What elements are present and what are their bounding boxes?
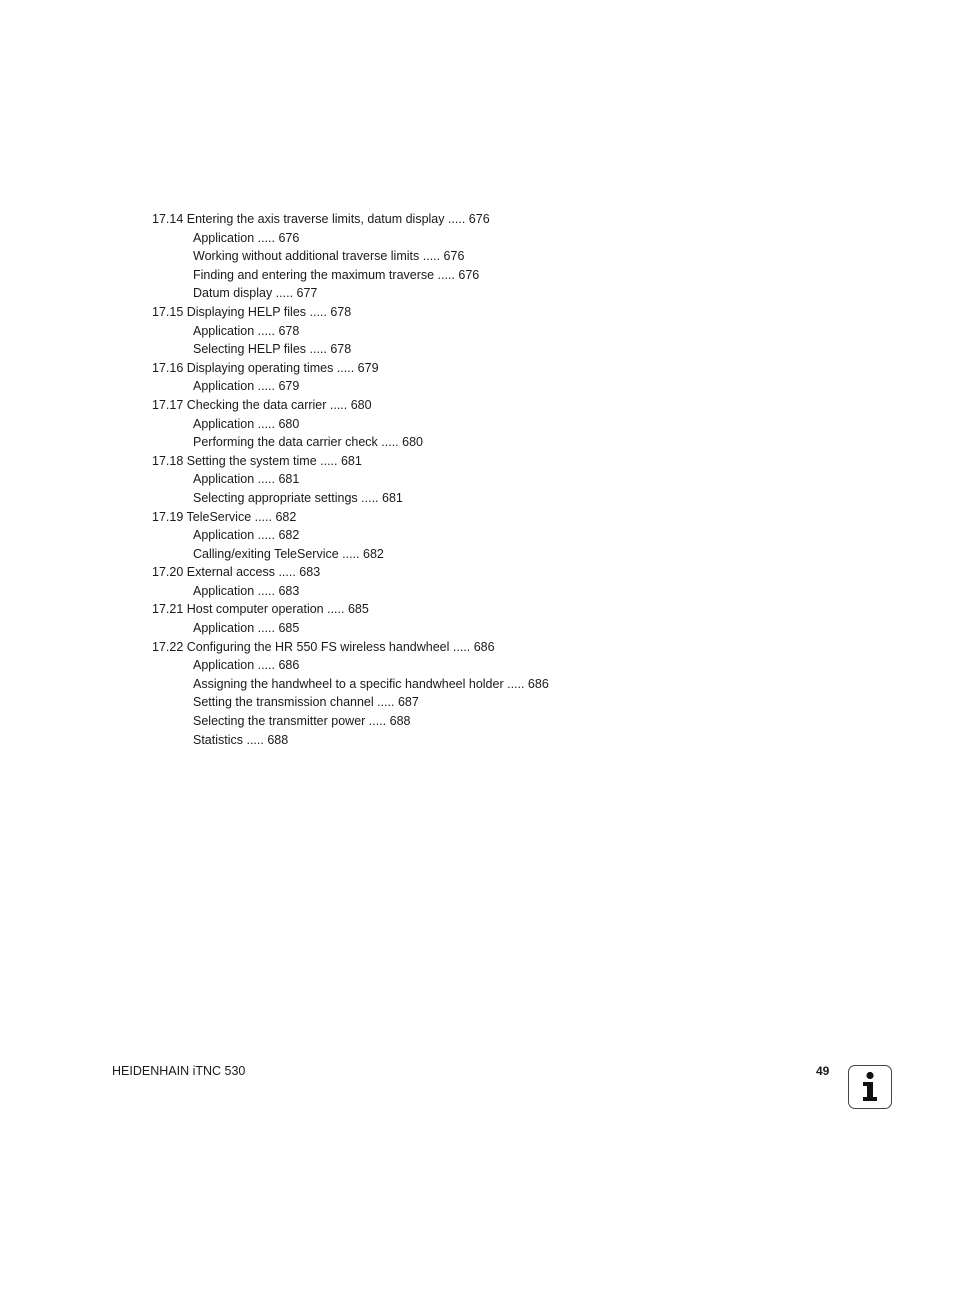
toc-subsection: Assigning the handwheel to a specific handwheel holder ..... 686 — [193, 676, 549, 691]
toc-subsection: Calling/exiting TeleService ..... 682 — [193, 546, 384, 561]
toc-subsection: Finding and entering the maximum traverse ..... 676 — [193, 267, 480, 282]
toc-subsection: Application ..... 686 — [193, 658, 300, 673]
toc-subsection: Performing the data carrier check ..... 680 — [193, 435, 423, 450]
toc-section-17-14: 17.14 Entering the axis traverse limits, datum display ..... 676 — [152, 212, 490, 226]
toc-subsection: Application ..... 676 — [193, 230, 300, 245]
toc-subsection: Working without additional traverse limits ..... 676 — [193, 249, 465, 264]
toc-subsection: Application ..... 685 — [193, 621, 300, 636]
toc-subsection: Setting the transmission channel ..... 687 — [193, 695, 419, 710]
toc-subsection: Selecting appropriate settings ..... 681 — [193, 490, 403, 505]
toc-subsection: Application ..... 679 — [193, 379, 300, 394]
toc-subsection: Application ..... 681 — [193, 472, 300, 487]
toc-section-17-19: 17.19 TeleService ..... 682 — [152, 509, 297, 524]
info-icon — [848, 1065, 892, 1109]
toc-subsection: Datum display ..... 677 — [193, 286, 318, 301]
toc-subsection: Application ..... 678 — [193, 323, 300, 338]
toc-subsection: Statistics ..... 688 — [193, 732, 289, 747]
toc-subsection: Application ..... 680 — [193, 416, 300, 431]
toc-subsection: Application ..... 683 — [193, 583, 300, 598]
toc-section-17-20: 17.20 External access ..... 683 — [152, 565, 321, 580]
table-of-contents — [152, 210, 792, 749]
toc-section-17-21: 17.21 Host computer operation ..... 685 — [152, 602, 369, 617]
page-number: 49 — [816, 1064, 830, 1078]
toc-section-17-16: 17.16 Displaying operating times ..... 679 — [152, 360, 379, 375]
toc-subsection: Application ..... 682 — [193, 528, 300, 543]
toc-section-17-15: 17.15 Displaying HELP files ..... 678 — [152, 304, 352, 319]
toc-section-17-18: 17.18 Setting the system time ..... 681 — [152, 453, 362, 468]
toc-section-17-17: 17.17 Checking the data carrier ..... 680 — [152, 397, 372, 412]
toc-subsection: Selecting HELP files ..... 678 — [193, 342, 352, 357]
toc-subsection: Selecting the transmitter power ..... 688 — [193, 714, 411, 729]
footer-title: HEIDENHAIN iTNC 530 — [112, 1064, 246, 1078]
toc-section-17-22: 17.22 Configuring the HR 550 FS wireless handwheel ..... 686 — [152, 639, 495, 654]
